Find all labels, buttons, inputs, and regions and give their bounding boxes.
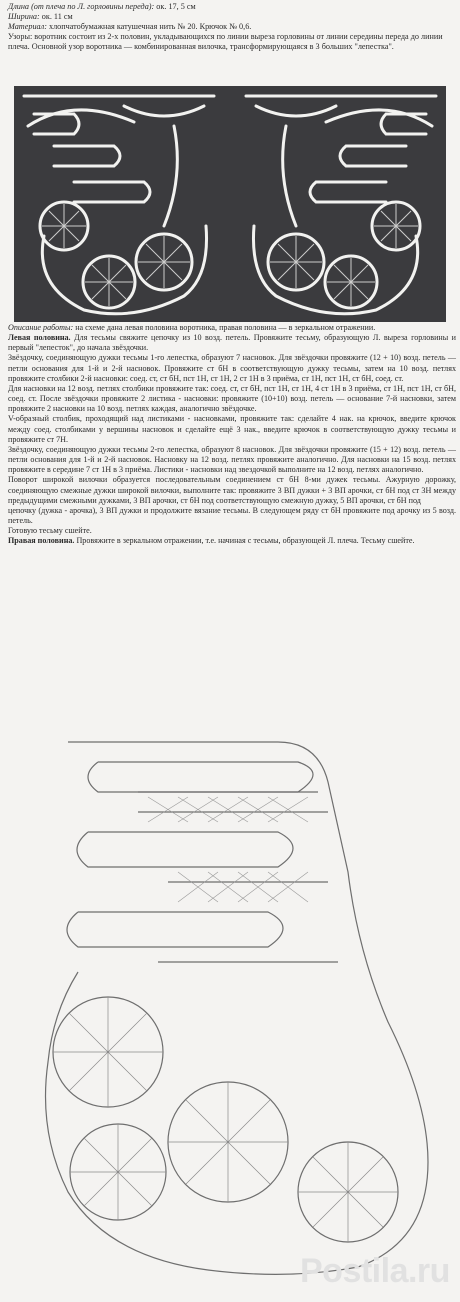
material-line [8, 22, 454, 32]
intro-text: на схеме дана левая половина воротника, правая половина — в зеркальном отражении. [75, 323, 376, 332]
collar-photo [14, 86, 446, 322]
length-label: Длина (от плеча по Л. горловины переда): [8, 2, 155, 11]
left-half-heading: Левая половина. [8, 333, 71, 343]
left-half-text: Для тесьмы свяжите цепочку из 10 возд. петель. Провяжите тесьму, образующую Л. выреза горловины и первый "лепесток", до начала звёздочки. [8, 333, 456, 353]
paragraph-chain: цепочку (дужка - арочка), 3 ВП дужки и продолжите вязание тесьмы. В следующем ряду ст бН провяжите под арочку из 5 возд. петель. [8, 505, 456, 525]
width-label: Ширина: [8, 12, 40, 21]
crochet-diagram [28, 722, 448, 1280]
paragraph-nasnovka: Для насновки на 12 возд. петлях столбики провяжите так: соед. ст, ст бН, пст 1Н, ст 1Н, 4 ст 1Н в 3 приёма, ст 1Н, пст 1Н, ст бН, соед. ст. После звёздочки провяжите 2 листика - насновки: провяжите (10+10) возд. петель — основание 7-й насновки, затем провяжите 2 насновки на 10 возд. петлях каждая, аналогично звёздочке. [8, 383, 456, 414]
watermark: Postila.ru [300, 1252, 450, 1290]
paragraph-v-stitch: V-образный столбик, проходящий над листиками - насновками, провяжите так: сделайте 4 нак. на крючок, введите крючок между соед. столбиками у вершины насновок и сделайте ещё 3 нак., введите крючок в соответствующую дужку тесьмы и провяжите ст 7Н. [8, 414, 456, 444]
paragraph-turn: Поворот широкой вилочки образуется последовательным соединением ст бН 8-ми дужек тесьмы. Ажурную дорожку, соединяющую смежные дужки широкой вилочки, выполните так: провяжите 3 ВП дужки + 3 ВП арочки, ст бН под ст 3Н между предыдущими смежными дужками, 3 ВП арочки, ст бН под соответствующую смежную дужку, 5 ВП арочки, ст бН под [8, 475, 456, 505]
right-half-heading: Правая половина. [8, 536, 75, 546]
paragraph-sew: Готовую тесьму сшейте. [8, 526, 92, 536]
specs-block [8, 2, 454, 52]
pattern-line: Узоры: воротник состоит из 2-х половин, укладывающихся по линии выреза горловины от линии середины переда до линии плеча. Основной узор воротника — комбинированная вилочка, трансформирующаяся в 3 больших "лепестка". [8, 32, 443, 51]
width-line [8, 12, 454, 22]
instructions-block [8, 323, 456, 546]
material-value: хлопчатобумажная катушечная нить № 20. Крючок № 0,6. [48, 22, 252, 31]
material-label: Материал: [8, 22, 47, 31]
length-value: ок. 17, 5 см [156, 2, 196, 11]
width-value: ок. 11 см [41, 12, 73, 21]
intro-label: Описание работы: [8, 323, 74, 332]
length-line [8, 2, 454, 12]
paragraph-star-2: Звёздочку, соединяющую дужки тесьмы 2-го лепестка, образуют 8 насновок. Для звёздочки провяжите (15 + 12) возд. петель — петли основания для 1-й и 2-й насновок. Насновку на 12 возд. петлях провяжите аналогично. Для насновки на 15 возд. петлях провяжите в середине 7 ст 1Н в 3 приёма. Листики - насновки над звездочкой выполните на 12 возд. петлях аналогично. [8, 444, 456, 475]
paragraph-star-1: Звёздочку, соединяющую дужки тесьмы 1-го лепестка, образуют 7 насновок. Для звёздочки провяжите (12 + 10) возд. петель — петли основания для 1-й и 2-й насновок. Провяжите ст бН в соответствующую дужку тесьмы, затем на 10 возд. петлях провяжите столбики 2-й насновки: соед. ст, ст бН, пст 1Н, ст 1Н, 2 ст 1Н в 3 приёма, ст 1Н, пст 1Н, ст бН, соед. ст. [8, 353, 456, 383]
right-half-text: Провяжите в зеркальном отражении, т.е. начиная с тесьмы, образующей Л. плеча. Тесьму сшейте. [76, 536, 415, 546]
